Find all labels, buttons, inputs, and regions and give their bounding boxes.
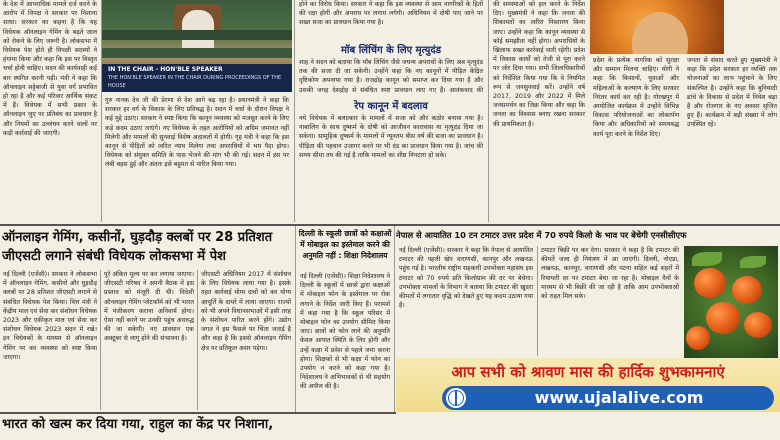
yogi-photo — [590, 0, 724, 54]
globe-icon — [446, 388, 466, 408]
headline-gaming-gst: ऑनलाइन गेमिंग, कसीनों, घुड़दौड़ क्लबों पर 28 प्रतिशत जीएसटी लगाने संबंधी विधेयक लोकसभा में पेश — [2, 230, 273, 264]
leaf — [740, 256, 766, 268]
center-sub2-text: नये विधेयक में बलात्कार के मामलों में सजा को और कठोर बनाया गया है। नाबालिग के साथ दुष्कर्म के दोषी को आजीवन कारावास या मृत्युदंड दिया जा सकेगा। सामूहिक दुष्कर्म के मामलों में न्यूनतम बीस वर्ष की सजा का प्रावधान है। पीड़िता की पहचान उजागर करने पर भी दंड का प्रावधान किया गया है। जांच की समय सीमा तय की गई है ताकि मामलों का शीघ्र निपटारा हो सके। — [299, 115, 483, 159]
yogi-col2-text: प्रदेश के प्रत्येक नागरिक को सुरक्षा और सम्मान मिलना चाहिए। योगी ने कहा कि किसानों, युवाओं और महिलाओं के कल्याण के लिए सरकार निरंतर कार्य कर रही है। गोरखपुर में आयोजित कार्यक्रम में उन्होंने विभिन्न विकास परियोजनाओं का लोकार्पण किया और अधिकारियों को समयबद्ध कार्य पूरा करने के निर्देश दिए। — [593, 57, 679, 138]
leaf — [692, 252, 722, 266]
photo-caption — [102, 64, 292, 92]
yogi-col3-text: जनता से संवाद करते हुए मुख्यमंत्री ने कहा कि प्रदेश सरकार हर व्यक्ति तक योजनाओं का लाभ पहुंचाने के लिए संकल्पित है। उन्होंने कहा कि बुनियादी ढांचे के विकास से प्रदेश में निवेश बढ़ा है और रोजगार के नए अवसर सृजित हुए हैं। कार्यक्रम में बड़ी संख्या में लोग उपस्थित रहे। — [687, 57, 777, 129]
tomato-col2-text: टमाटर बिक्री पर कर देगा। सरकार ने कहा है कि टमाटर की कीमतें जल्द ही नियंत्रण में आ जाएंगी। दिल्ली, नोएडा, लखनऊ, कानपुर, वाराणसी और पटना सहित कई शहरों में रियायती दर पर टमाटर बेचा जा रहा है। मोबाइल वैनों के माध्यम से भी बिक्री की जा रही है ताकि आम उपभोक्ताओं को राहत मिल सके। — [541, 247, 679, 301]
gaming-col2-text: पूरे अंकित मूल्य पर कर लगाया जाएगा। जीएसटी परिषद ने अपनी बैठक में इस प्रस्ताव को मंजूरी दी थी। विदेशी ऑनलाइन गेमिंग प्लेटफॉर्म को भी भारत में पंजीकरण कराना अनिवार्य होगा। ऐसा नहीं करने पर उनकी पहुंच अवरुद्ध की जा सकेगी। नए प्रावधान एक अक्टूबर से लागू होने की संभावना है। — [104, 271, 194, 343]
parliament-body-text: गुरु नानक देव जी की प्रेरणा से देश आगे बढ़ रहा है। प्रधानमंत्री ने कहा कि सरकार हर वर्ग के विकास के लिए प्रतिबद्ध है। सदन में चर्चा के दौरान विपक्ष ने कई मुद्दे उठाए। सरकार ने स्पष्ट किया कि कानून व्यवस्था को मजबूत करने के लिए कड़े कदम उठाए जाएंगे। नए विधेयक के तहत आरोपियों को अग्रिम जमानत नहीं मिलेगी और मामलों की सुनवाई विशेष अदालतों में होगी। गृह मंत्री ने कहा कि इस कानून से पीड़ितों को त्वरित न्याय मिलेगा तथा अपराधियों में भय पैदा होगा। विधेयक को संयुक्त समिति के पास भेजने की मांग भी की गई। सदन में इस पर लंबी बहस हुई और अंततः इसे बहुमत से पारित किया गया। — [105, 97, 289, 169]
delhi-body-text: नई दिल्ली (एजेंसी)। शिक्षा निदेशालय ने दिल्ली के स्कूलों में छात्रों द्वारा कक्षाओं में मोबाइल फोन के इस्तेमाल पर रोक लगाने के निर्देश जारी किए हैं। परामर्श में कहा गया है कि स्कूल परिसर में मोबाइल फोन का उपयोग सीमित किया जाए। छात्रों को फोन लाने की अनुमति केवल आपात स्थिति के लिए होगी और उन्हें कक्षा में प्रवेश से पहले जमा करना होगा। शिक्षकों से भी कक्षा में फोन का उपयोग न करने को कहा गया है। निदेशालय ने अभिभावकों से भी सहयोग की अपील की है। — [300, 273, 390, 391]
tomato-photo — [684, 246, 778, 358]
yogi-col1-text: की समस्याओं को हल करने के निर्देश दिए। मुख्यमंत्री ने कहा कि जनता की शिकायतों का त्वरित निस्तारण किया जाए। उन्होंने कहा कि कानून व्यवस्था से कोई समझौता नहीं होगा। अपराधियों के खिलाफ सख्त कार्रवाई जारी रहेगी। प्रदेश में विकास कार्यों को तेजी से पूरा करने पर जोर दिया गया। सभी जिलाधिकारियों को निर्देशित किया गया कि वे नियमित रूप से जनसुनवाई करें। उन्होंने वर्ष 2017, 2019 और 2022 में मिले जनसमर्थन का जिक्र किया और कहा कि जनता का विश्वास बनाए रखना सरकार की प्राथमिकता है। — [493, 1, 585, 128]
banner-greeting: आप सभी को श्रावण मास की हार्दिक शुभकामनाएं — [451, 363, 725, 381]
tomato — [686, 326, 710, 350]
tomato — [744, 312, 772, 338]
photo-caption-title: IN THE CHAIR - HON'BLE SPEAKER — [108, 66, 223, 73]
tomato — [706, 302, 740, 334]
parliament-photo — [102, 0, 292, 92]
banner-url-pill[interactable] — [442, 386, 774, 410]
face — [632, 12, 688, 54]
gaming-col1-text: नई दिल्ली (एजेंसी)। सरकार ने लोकसभा में ऑनलाइन गेमिंग, कसीनो और घुड़दौड़ क्लबों पर 28 प्रतिशत जीएसटी लगाने से संबंधित विधेयक पेश किया। वित्त मंत्री ने केंद्रीय माल एवं सेवा कर संशोधन विधेयक 2023 और एकीकृत माल एवं सेवा कर संशोधन विधेयक 2023 सदन में रखे। इन विधेयकों के माध्यम से ऑनलाइन गेमिंग पर कर व्यवस्था को स्पष्ट किया जाएगा। — [3, 271, 97, 361]
tomato — [694, 268, 726, 298]
advertisement-banner[interactable] — [396, 358, 780, 412]
bench-row — [102, 48, 292, 58]
headline-rahul: भारत को खत्म कर दिया गया, राहुल का केंद्र पर निशाना, — [2, 417, 274, 432]
headline-tomato: नेपाल से आयातित 10 टन टमाटर उत्तर प्रदेश में 70 रुपये किलो के भाव पर बेचेगी एनसीसीएफ — [396, 230, 687, 240]
center-sub1-text: शाह ने सदन को बताया कि मॉब लिंचिंग जैसे जघन्य अपराधों के लिए अब मृत्युदंड तक की सजा दी जा सकेगी। उन्होंने कहा कि नए कानूनों में पीड़ित केंद्रित दृष्टिकोण अपनाया गया है। राजद्रोह कानून को समाप्त कर दिया गया है और उसकी जगह देशद्रोह से संबंधित स्पष्ट प्रावधान लाए गए हैं। आतंकवाद की — [299, 59, 483, 94]
bench-row — [102, 30, 292, 40]
tomato-col1-text: नई दिल्ली (एजेंसी)। सरकार ने कहा कि नेपाल से आयातित टमाटर की पहली खेप वाराणसी, कानपुर और लखनऊ पहुंच गई है। भारतीय राष्ट्रीय सहकारी उपभोक्ता महासंघ इस टमाटर को 70 रुपये प्रति किलोग्राम की दर पर बेचेगा। उपभोक्ता मामलों के विभाग ने बताया कि टमाटर की खुदरा कीमतों में लगातार वृद्धि को देखते हुए यह कदम उठाया गया है। — [399, 247, 533, 310]
sub-heading-mob-lynching: मॉब लिंचिंग के लिए मृत्युदंड — [340, 45, 442, 56]
banner-url[interactable]: www.ujalalive.com — [534, 388, 704, 407]
tomato — [732, 276, 762, 304]
photo-caption-sub: THE HON'BLE SPEAKER IN THE CHAIR DURING PROCEEDINGS OF THE HOUSE — [108, 75, 282, 89]
sub-heading-rape-law: रेप कानून में बदलाव — [354, 101, 428, 112]
center-intro-text: होने का विरोध किया। सरकार ने कहा कि इस व्यवस्था से आम नागरिकों के हितों की रक्षा होगी और अपराध पर लगाम लगेगी। अधिनियम में दोषी पाए जाने पर सख्त सजा का प्रावधान किया गया है। — [299, 1, 483, 27]
headline-delhi-mobile: दिल्ली के स्कूली छात्रों को कक्षाओं में मोबाइल का इस्तेमाल करने की अनुमति नहीं : शिक्षा निदेशालय — [298, 229, 392, 260]
gaming-col3-text: जीएसटी अधिनियम 2017 में संशोधन के लिए विधेयक लाया गया है। इसके तहत कार्रवाई योग्य दावों को कर योग्य आपूर्ति के दायरे में लाया जाएगा। राज्यों को भी अपने विधानसभाओं में इसी तरह के संशोधन पारित करने होंगे। उद्योग जगत ने इस फैसले पर चिंता जताई है और कहा है कि इससे ऑनलाइन गेमिंग क्षेत्र पर प्रतिकूल असर पड़ेगा। — [201, 271, 291, 352]
parliament-col1-text: के देश में आपराधिक मामले दर्ज करने के आरोप में विपक्ष ने सरकार पर निशाना साधा। सरकार का कहना है कि यह विधेयक ऑनलाइन गेमिंग के बढ़ते जाल को रोकने के लिए जरूरी है। लोकसभा में विधेयक पेश होते ही विपक्षी सदस्यों ने हंगामा किया और कहा कि इस पर विस्तृत चर्चा होनी चाहिए। सदन की कार्यवाही कई बार स्थगित करनी पड़ी। मंत्री ने कहा कि ऑनलाइन सट्टेबाजी से युवा वर्ग प्रभावित हो रहा है और कई परिवार आर्थिक संकट में हैं। विधेयक में सभी प्रकार के ऑनलाइन जुए पर प्रतिबंध का प्रावधान है और नियमों का उल्लंघन करने वालों पर कड़ी कार्रवाई की जाएगी। — [3, 1, 97, 137]
